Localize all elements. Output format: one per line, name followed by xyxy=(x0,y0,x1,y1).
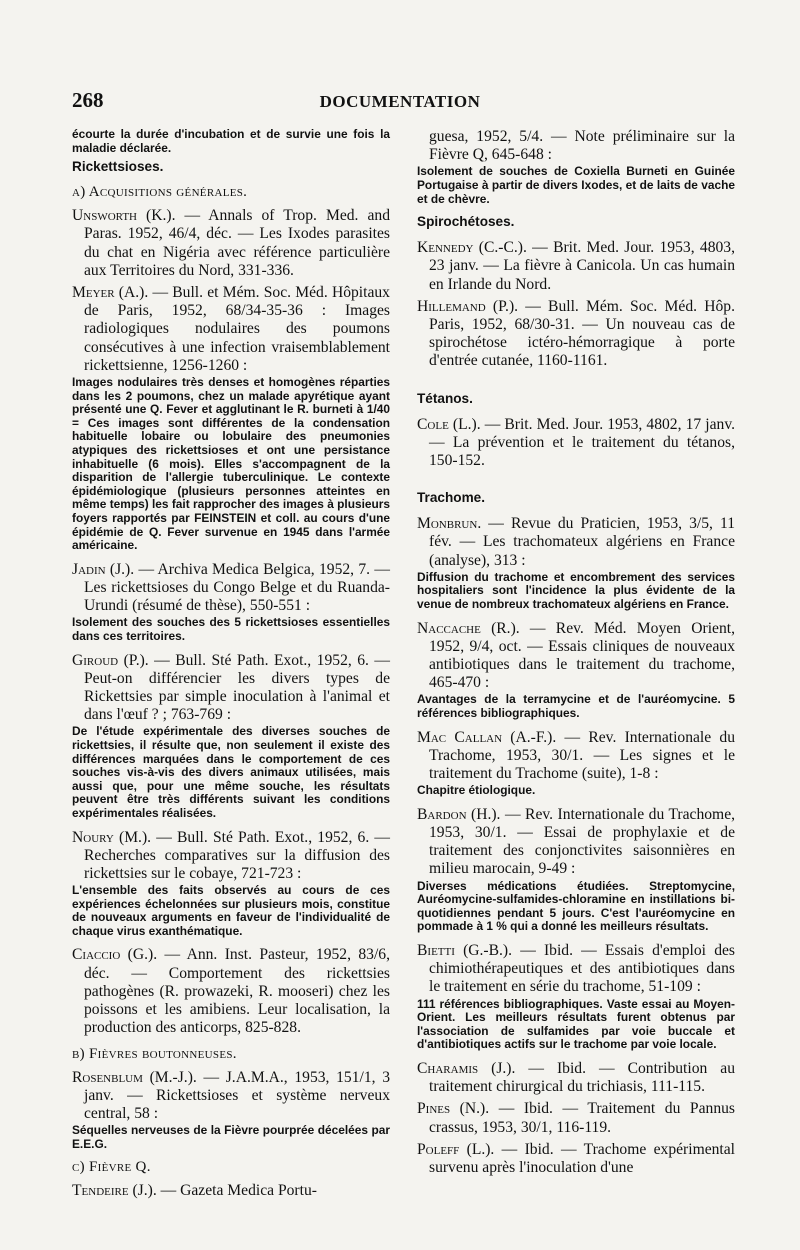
reference-entry xyxy=(72,1182,390,1200)
reference-entry xyxy=(417,1100,735,1136)
reference-entry xyxy=(417,416,735,471)
subsection-a: a) Acquisitions générales. xyxy=(72,184,248,201)
reference-entry xyxy=(72,1069,390,1152)
reference-entry xyxy=(417,942,735,1052)
reference-entry xyxy=(72,652,390,821)
author: Naccache (R.). xyxy=(417,619,520,637)
section-heading-trachome: Trachome. xyxy=(417,490,485,506)
reference-text: — Gazeta Medica Portu- xyxy=(156,1182,317,1200)
section-heading-rickettsioses: Rickettsioses. xyxy=(72,159,164,175)
reference-text: — Bull. Sté Path. Exot., 1952, 6. — Peut-on différencier les divers types de Rickettsies par simple inoculation à l'animal et dans l'œuf ? ; 763-769 : xyxy=(84,651,390,724)
reference-entry xyxy=(417,729,735,798)
reference-text: — Brit. Med. Jour. 1953, 4803, 23 janv. — La fièvre à Canicola. Un cas humain en Irlande du Nord. xyxy=(429,239,735,293)
reference-entry xyxy=(72,561,390,644)
reference-entry xyxy=(417,806,735,934)
reference-text: — Ann. Inst. Pasteur, 1952, 83/6, déc. — Comportement des rickettsies pathogènes (R. prowazeki, R. mooseri) chez les poissons et les amibiens. Leur localisation, la production des anticorps, 825-828. xyxy=(84,946,390,1037)
right-column xyxy=(417,128,735,1181)
reference-text: — Bull. Mém. Soc. Méd. Hôp. Paris, 1952, 68/30-31. — Un nouveau cas de spirochétose ictéro-hémorragique à porte d'entrée cutanée, 1160-1161. xyxy=(429,297,735,370)
section-heading-tetanos: Tétanos. xyxy=(417,390,473,406)
author: Giroud (P.). xyxy=(72,651,149,669)
author: Kennedy (C.-C.). xyxy=(417,239,527,257)
author: Mac Callan (A.-F.). xyxy=(417,728,557,746)
reference-text: — Bull. et Mém. Soc. Méd. Hôpitaux de Paris, 1952, 68/34-35-36 : Images radiologiques nodulaires des poumons consécutives à une infection vraisemblablement rickettsienne, 1256-1260 : xyxy=(84,284,390,374)
reference-text: — J.A.M.A., 1953, 151/1, 3 janv. — Rickettsioses et système nerveux central, 58 : xyxy=(84,1068,390,1122)
author: Ciaccio (G.). xyxy=(72,946,158,964)
reference-entry xyxy=(417,1060,735,1096)
author: Charamis (J.). xyxy=(417,1059,516,1077)
reference-entry xyxy=(417,620,735,721)
reference-entry xyxy=(72,284,390,553)
author: Unsworth (K.). xyxy=(72,207,176,225)
author: Rosenblum (M.-J.). xyxy=(72,1068,197,1086)
reference-entry xyxy=(417,515,735,611)
subsection-c: c) Fièvre Q. xyxy=(72,1159,151,1176)
subsection-b: b) Fièvres boutonneuses. xyxy=(72,1045,237,1062)
author: Poleff (L.). xyxy=(417,1140,495,1158)
reference-entry xyxy=(417,298,735,371)
reference-text: — Ibid. — Essais d'emploi des chimiothérapeutiques et des antibiotiques dans le traitement en série du trachome, 51-109 : xyxy=(429,942,735,996)
abstract-note: Diverses médications étudiées. Streptomycine, Auréomycine-sulfamides-chloramine en instillations bi-quotidiennes pendant 5 jours. C'est l'auréomycine en pommade à 1 % qui a donné les meilleurs résultats. xyxy=(417,878,735,934)
author: Tendeire (J.). xyxy=(72,1182,157,1200)
reference-entry xyxy=(72,207,390,280)
author: Cole (L.). xyxy=(417,415,481,433)
reference-text: — Revue du Praticien, 1953, 3/5, 11 fév. — Les trachomateux algériens en France (analyse), 313 : xyxy=(429,515,735,569)
page-number: 268 xyxy=(72,88,104,112)
abstract-note: Séquelles nerveuses de la Fièvre pourprée décelées par E.E.G. xyxy=(72,1123,390,1151)
reference-entry xyxy=(417,128,735,206)
reference-text: — Brit. Med. Jour. 1953, 4802, 17 janv. — La prévention et le traitement du tétanos, 150-152. xyxy=(429,415,736,470)
reference-text: — Rev. Internationale du Trachome, 1953, 30/1. — Les signes et le traitement du Trachome (suite), 1-8 : xyxy=(429,728,736,783)
author: Hillemand (P.). xyxy=(417,297,519,315)
author: Pines (N.). xyxy=(417,1100,490,1118)
reference-text: — Ibid. — Contribution au traitement chirurgical du trichiasis, 111-115. xyxy=(429,1059,736,1096)
left-column xyxy=(72,128,390,1205)
abstract-note: Images nodulaires très denses et homogènes réparties dans les 2 poumons, chez un malade apyrétique ayant présenté une Q. Fever et agglutinant le R. burneti à 1/40 = Ces images sont différentes de la condensation habituelle lobaire ou lobulaire des pneumonies atypiques des rickettsioses et ont une persistance inhabituelle (6 mois). Elles s'accompagnent de la disparition de l'allergie tuberculinique. Le contexte épidémiologique (plusieurs personnes atteintes en même temps) les fait rapprocher des images à plusieurs foyers rapportés par FEINSTEIN et coll. au cours d'une épidémie de Q. Fever survenue en 1945 dans l'armée américaine. xyxy=(72,375,390,553)
reference-text: — Rev. Internationale du Trachome, 1953, 30/1. — Essai de prophylaxie et de traitement des conjonctivites saisonnières en milieu marocain, 9-49 : xyxy=(429,805,736,878)
reference-entry xyxy=(417,1141,735,1177)
reference-text: — Ibid. — Trachome expérimental survenu après l'inoculation d'une xyxy=(429,1140,735,1176)
abstract-note: L'ensemble des faits observés au cours de ces expériences échelonnées sur plusieurs mois, constitue de nouveaux arguments en faveur de l'individualité de chaque virus exanthématique. xyxy=(72,883,390,938)
abstract-note: Avantages de la terramycine et de l'auréomycine. 5 références bibliographiques. xyxy=(417,692,735,721)
abstract-note: Isolement des souches des 5 rickettsioses essentielles dans ces territoires. xyxy=(72,615,390,643)
running-head: DOCUMENTATION xyxy=(319,92,481,111)
intro-note: écourte la durée d'incubation et de survie une fois la maladie déclarée. xyxy=(72,127,390,155)
abstract-note: Chapitre étiologique. xyxy=(417,783,536,798)
reference-text: — Annals of Trop. Med. and Paras. 1952, 46/4, déc. — Les Ixodes parasites du chat en Nigéria avec référence particulière aux Territoires du Nord, 331-336. xyxy=(84,207,390,279)
reference-text: guesa, 1952, 5/4. — Note préliminaire sur la Fièvre Q, 645-648 : xyxy=(429,128,735,164)
reference-entry xyxy=(417,239,735,294)
reference-entry xyxy=(72,946,390,1037)
author: Meyer (A.). xyxy=(72,284,149,301)
author: Jadin (J.). xyxy=(72,560,135,578)
abstract-note: Diffusion du trachome et encombrement des services hospitaliers sont l'incidence la plus évidente de la venue de nombreux trachomateux algériens en France. xyxy=(417,569,735,612)
reference-text: — Bull. Sté Path. Exot., 1952, 6. — Recherches comparatives sur la diffusion des rickettsies sur le cobaye, 721-723 : xyxy=(84,828,390,882)
reference-text: — Ibid. — Traitement du Pannus crassus, 1953, 30/1, 116-119. xyxy=(429,1100,735,1136)
reference-text: — Rev. Méd. Moyen Orient, 1952, 9/4, oct. — Essais cliniques de nouveaux antibiotiques dans le traitement du trachome, 465-470 : xyxy=(429,619,735,692)
section-heading-spirochetoses: Spirochétoses. xyxy=(417,214,515,230)
abstract-note: 111 références bibliographiques. Vaste essai au Moyen-Orient. Les meilleurs résultats furent obtenus par l'association de sulfamides par voie buccale et d'antibiotiques actifs sur le trachome par voie locale. xyxy=(417,996,735,1052)
author: Monbrun. xyxy=(417,515,482,533)
author: Noury (M.). xyxy=(72,828,152,846)
reference-text: — Archiva Medica Belgica, 1952, 7. — Les rickettsioses du Congo Belge et du Ruanda-Urundi (résumé de thèse), 550-551 : xyxy=(84,560,390,615)
abstract-note: Isolement de souches de Coxiella Burneti en Guinée Portugaise à partir de divers Ixodes, et de laits de vache et de chèvre. xyxy=(417,164,735,206)
author: Bardon (H.). xyxy=(417,805,501,823)
author: Bietti (G.-B.). xyxy=(417,942,513,959)
abstract-note: De l'étude expérimentale des diverses souches de rickettsies, il résulte que, non seulement il existe des différences marquées dans le comportement de ces souches vis-à-vis des divers animaux utilisées, mais aussi que, pour une même souche, les résultats peuvent être très différents suivant les conditions expérimentales réalisées. xyxy=(72,724,390,820)
reference-entry xyxy=(72,829,390,939)
